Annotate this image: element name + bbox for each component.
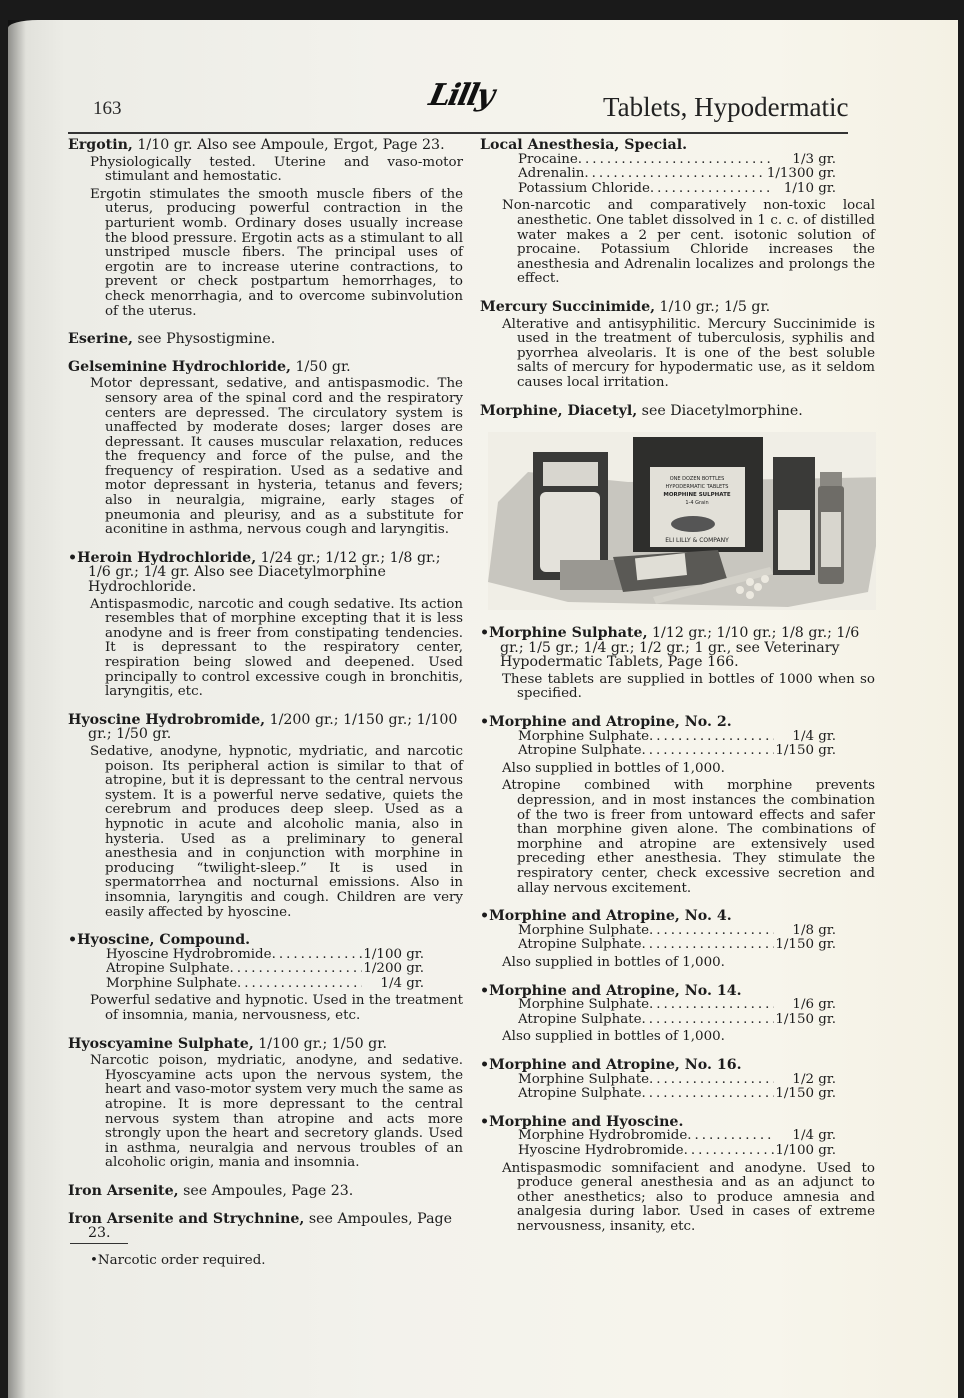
entry-morphine-sulphate — [480, 626, 875, 702]
center-box-emblem — [671, 516, 715, 532]
entry-hyoscyamine — [68, 1037, 463, 1171]
left-column — [68, 138, 463, 1268]
entry-iron-arsenite — [68, 1184, 463, 1199]
formula-row: Atropine Sulphate ..... 1/150 gr. — [518, 938, 836, 953]
formula-row: Atropine Sulphate ..... 1/200 gr. — [106, 962, 424, 977]
entry-description: Physiologically tested. Uterine and vaso-motor stimulant and hemostatic. — [90, 154, 463, 185]
product-photo — [488, 432, 876, 610]
tablet — [736, 586, 744, 594]
left-box-top-label — [543, 462, 598, 486]
formula-table — [68, 948, 463, 992]
lilly-logo: Lilly — [425, 78, 497, 113]
entry-local-anesthesia — [480, 138, 875, 287]
entry-hyoscine-hydrobromide — [68, 713, 463, 920]
footnote: •Narcotic order required. — [90, 1252, 266, 1268]
entry-title: Iron Arsenite and Strychnine, see Ampoules, Page 23. — [68, 1210, 453, 1242]
entry-description: Atropine combined with morphine prevents depression, and in most instances the combination of the two is freer from untoward effects and safer than morphine given alone. The combinations of morphine and atropine are extensively used preceding ether anesthesia. They stimulate the respiratory center, check excessive secretion and allay nervous excitement. — [502, 778, 875, 896]
entry-title: Gelseminine Hydrochloride, 1/50 gr. — [68, 358, 351, 375]
entry-title: •Heroin Hydrochloride, 1/24 gr.; 1/12 gr.; 1/8 gr.; 1/6 gr.; 1/4 gr. Also see Diacetylmorphine Hydrochloride. — [68, 549, 441, 596]
formula-table — [480, 1073, 875, 1102]
formula-row: Morphine Sulphate ..... 1/4 gr. — [518, 730, 836, 745]
entry-description: Alterative and antisyphilitic. Mercury Succinimide is used in the treatment of tuberculosis, syphilis and pyorrhea alveolaris. It is one of the best soluble salts of mercury for hypodermatic use, as it seldom causes local irritation. — [502, 316, 875, 390]
entry-title: •Morphine and Atropine, No. 4. — [480, 908, 732, 925]
formula-table — [480, 924, 875, 953]
entry-title: Local Anesthesia, Special. — [480, 137, 688, 153]
center-box-text-2: HYPODERMATIC TABLETS — [665, 484, 729, 491]
entry-description: These tablets are supplied in bottles of 1000 when so specified. — [502, 671, 875, 702]
right-box-label — [778, 510, 810, 570]
formula-table — [480, 730, 875, 759]
entry-title: •Morphine Sulphate, 1/12 gr.; 1/10 gr.; 1/8 gr.; 1/6 gr.; 1/5 gr.; 1/4 gr.; 1/2 gr.; 1 gr., see Veterinary Hypodermatic Tablets, Page 166. — [480, 625, 860, 671]
entry-morphine-atropine-16 — [480, 1058, 875, 1102]
entry-title: Mercury Succinimide, 1/10 gr.; 1/5 gr. — [480, 298, 771, 315]
entry-description: Powerful sedative and hypnotic. Used in the treatment of insomnia, mania, nervousness, etc. — [90, 993, 463, 1024]
book-page — [8, 20, 958, 1398]
formula-row: Adrenalin ..... 1/1300 gr. — [518, 167, 836, 182]
entry-morphine-atropine-14 — [480, 984, 875, 1045]
supply-note: Also supplied in bottles of 1,000. — [502, 954, 725, 970]
formula-row: Morphine Sulphate ..... 1/8 gr. — [518, 924, 836, 939]
product-photo-illustration — [488, 432, 876, 610]
formula-row: Morphine Hydrobromide ..... 1/4 gr. — [518, 1129, 836, 1144]
entry-title: Iron Arsenite, see Ampoules, Page 23. — [68, 1183, 354, 1199]
formula-table — [480, 153, 875, 197]
vial-label — [821, 512, 841, 567]
spine-shadow — [8, 20, 26, 1398]
formula-row: Procaine ..... 1/3 gr. — [518, 153, 836, 168]
center-box-brand: ELI LILLY & COMPANY — [665, 537, 729, 545]
formula-row: Atropine Sulphate ..... 1/150 gr. — [518, 1087, 836, 1102]
entry-description: Motor depressant, sedative, and antispasmodic. The sensory area of the spinal cord and the respiratory centers are depressed. The circulatory system is unaffected by moderate doses; larger doses are depressant. It causes muscular relaxation, reduces the frequency and force of the pulse, and the frequency of respiration. Used as a sedative and motor depressant in hysteria, tetanus and fevers; also in neuralgia, migraine, early stages of pneumonia and pleurisy, and as a substitute for aconitine in asthma, nervous cough and laryngitis. — [90, 376, 463, 538]
page-header — [68, 70, 858, 130]
formula-row: Atropine Sulphate ..... 1/150 gr. — [518, 744, 836, 759]
formula-row: Morphine Sulphate ..... 1/6 gr. — [518, 998, 836, 1013]
tablet — [746, 591, 754, 599]
entry-description: Antispasmodic somnifacient and anodyne. Used to produce general anesthesia and as an adjunct to other anesthetics; also to produce amnesia and analgesia during labor. Used in cases of extreme nervousness, insanity, etc. — [502, 1160, 875, 1234]
center-box-text-3: MORPHINE SULPHATE — [663, 492, 731, 499]
entry-title: Hyoscine Hydrobromide, 1/200 gr.; 1/150 gr.; 1/100 gr.; 1/50 gr. — [68, 711, 458, 743]
entry-description: Narcotic poison, mydriatic, anodyne, and sedative. Hyoscyamine acts upon the nervous system, the heart and vaso-motor system very much the same as atropine. It is more depressant to the central nervous system than atropine and acts more strongly upon the heart and secretory glands. Used in asthma, neuralgia and nervous troubles of an alcoholic origin, mania and insomnia. — [90, 1053, 463, 1171]
entry-iron-arsenite-strychnine — [68, 1212, 463, 1241]
entry-gelseminine — [68, 360, 463, 538]
section-title: Tablets, Hypodermatic — [603, 92, 849, 122]
footnote-rule — [70, 1243, 128, 1244]
formula-row: Potassium Chloride ..... 1/10 gr. — [518, 182, 836, 197]
entry-morphine-hyoscine — [480, 1115, 875, 1235]
tablet — [754, 583, 762, 591]
entry-hyoscine-compound — [68, 933, 463, 1024]
entry-title: Hyoscyamine Sulphate, 1/100 gr.; 1/50 gr. — [68, 1035, 387, 1052]
entry-description: Sedative, anodyne, hypnotic, mydriatic, and narcotic poison. Its peripheral action is similar to that of atropine, but it is depressant to the central nervous system. It is a powerful nerve sedative, quiets the cerebrum and produces deep sleep. Used as a hypnotic in acute and alcoholic mania, also in hysteria. Used as a preliminary to general anesthesia and in conjunction with morphine in producing “twilight-sleep.” It is used in spermatorrhea and nocturnal emissions. Also in insomnia, laryngitis and cough. Children are very easily affected by hyoscine. — [90, 743, 463, 920]
entry-mercury-succinimide — [480, 300, 875, 391]
formula-row: Morphine Sulphate ..... 1/4 gr. — [106, 977, 424, 992]
entry-title: •Morphine and Atropine, No. 2. — [480, 714, 732, 731]
formula-row: Morphine Sulphate ..... 1/2 gr. — [518, 1073, 836, 1088]
right-column — [480, 138, 875, 1247]
entry-title: Ergotin, 1/10 gr. Also see Ampoule, Ergot, Page 23. — [68, 137, 445, 153]
tablet — [761, 575, 769, 583]
entry-title: •Morphine and Atropine, No. 14. — [480, 982, 742, 999]
entry-title: •Morphine and Atropine, No. 16. — [480, 1056, 742, 1073]
header-rule — [68, 132, 848, 134]
entry-title: Morphine, Diacetyl, see Diacetylmorphine. — [480, 402, 803, 419]
entry-ergotin — [68, 138, 463, 319]
entry-description: Antispasmodic, narcotic and cough sedative. Its action resembles that of morphine excepting that it is less anodyne and is freer from constipating tendencies. It is depressant to the respiratory center, respiration being slowed and deepened. Used principally to control excessive cough in bronchitis, laryngitis, etc. — [90, 596, 463, 700]
tablet — [746, 578, 754, 586]
entry-title: Eserine, see Physostigmine. — [68, 331, 276, 348]
entry-eserine — [68, 332, 463, 347]
center-box-text-4: 1-4 Grain — [685, 500, 709, 507]
entry-title: •Hyoscine, Compound. — [68, 932, 251, 949]
entry-morphine-diacetyl — [480, 404, 875, 419]
entry-description: Non-narcotic and comparatively non-toxic local anesthetic. One tablet dissolved in 1 c. c. of distilled water makes a 2 per cent. isotonic solution of procaine. Potassium Chloride increases the anesthesia and Adrenalin localizes and prolongs the effect. — [502, 198, 875, 287]
supply-note: Also supplied in bottles of 1,000. — [502, 760, 725, 776]
supply-note: Also supplied in bottles of 1,000. — [502, 1029, 725, 1045]
formula-row: Hyoscine Hydrobromide ..... 1/100 gr. — [106, 948, 424, 963]
entry-description: Ergotin stimulates the smooth muscle fibers of the uterus, producing powerful contraction in the parturient womb. Ordinary doses usually increase the blood pressure. Ergotin acts as a stimulant to all unstriped muscle fibers. The principal uses of ergotin are to increase uterine contractions, to prevent or check postpartum hemorrhages, to check menorrhagia, and to overcome subinvolution of the uterus. — [90, 186, 463, 319]
page-number: 163 — [93, 98, 122, 119]
formula-row: Hyoscine Hydrobromide ..... 1/100 gr. — [518, 1144, 836, 1159]
formula-table — [480, 998, 875, 1027]
center-box-text-1: ONE DOZEN BOTTLES — [669, 476, 725, 483]
entry-morphine-atropine-4 — [480, 909, 875, 970]
formula-row: Atropine Sulphate ..... 1/150 gr. — [518, 1013, 836, 1028]
entry-heroin — [68, 551, 463, 700]
formula-table — [480, 1129, 875, 1158]
vial-cap — [820, 472, 842, 486]
entry-morphine-atropine-2 — [480, 715, 875, 896]
entry-title: •Morphine and Hyoscine. — [480, 1113, 684, 1130]
